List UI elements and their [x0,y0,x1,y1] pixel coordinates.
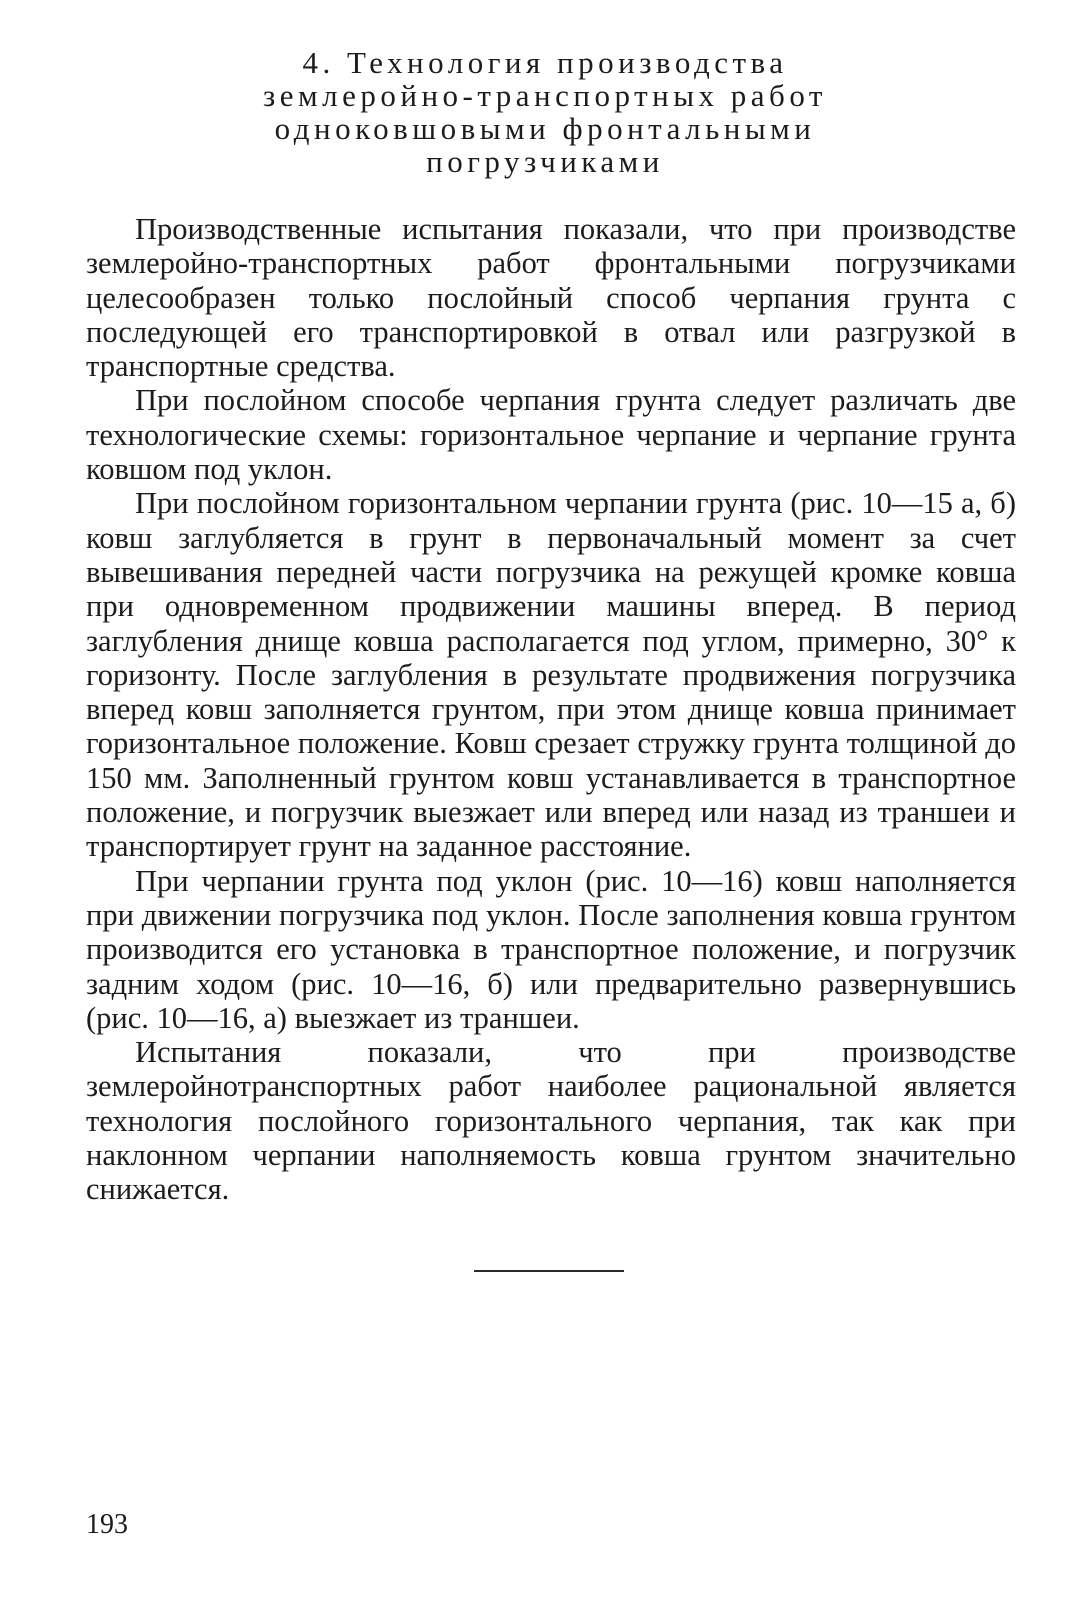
section-heading-line: погрузчиками [426,144,664,179]
paragraph: При черпании грунта под уклон (рис. 10—16) ковш наполняется при движении погрузчика под уклон. После заполнения ковша грунтом производится его установка в транспортное положение, и погрузчик задним ходом (рис. 10—16, б) или предварительно развернувшись (рис. 10—16, а) выезжает из траншеи. [86,863,1016,1035]
section-heading-line: одноковшовыми фронтальными [274,111,816,146]
section-end-rule [474,1270,624,1272]
body-text [86,212,1016,1207]
paragraph: Производственные испытания показали, что при производстве землеройно-транспортных работ фронтальными погрузчиками целесообразен только послойный способ черпания грунта с последующей его транспортировкой в отвал или разгрузкой в транспортные средства. [86,212,1016,384]
paragraph: При послойном способе черпания грунта следует различать две технологические схемы: горизонтальное черпание и черпание грунта ковшом под уклон. [86,383,1016,487]
page-number: 193 [86,1509,128,1540]
paragraph: При послойном горизонтальном черпании грунта (рис. 10—15 а, б) ковш заглубляется в грунт в первоначальный момент за счет вывешивания передней части погрузчика на режущей кромке ковша при одновременном продвижении машины вперед. В период заглубления днище ковша располагается под углом, примерно, 30° к горизонту. После заглубления в результате продвижения погрузчика вперед ковш заполняется грунтом, при этом днище ковша принимает горизонтальное положение. Ковш срезает стружку грунта толщиной до 150 мм. Заполненный грунтом ковш устанавливается в транспортное положение, и погрузчик выезжает или вперед или назад из траншеи и транспортирует грунт на заданное расстояние. [86,486,1016,864]
section-heading-line: 4. Технология производства [302,45,788,80]
section-heading [150,46,940,178]
section-heading-line: землеройно-транспортных работ [263,78,827,113]
paragraph: Испытания показали, что при производстве землеройнотранспортных работ наиболее рациональной является технология послойного горизонтального черпания, так как при наклонном черпании наполняемость ковша грунтом значительно снижается. [86,1035,1016,1207]
